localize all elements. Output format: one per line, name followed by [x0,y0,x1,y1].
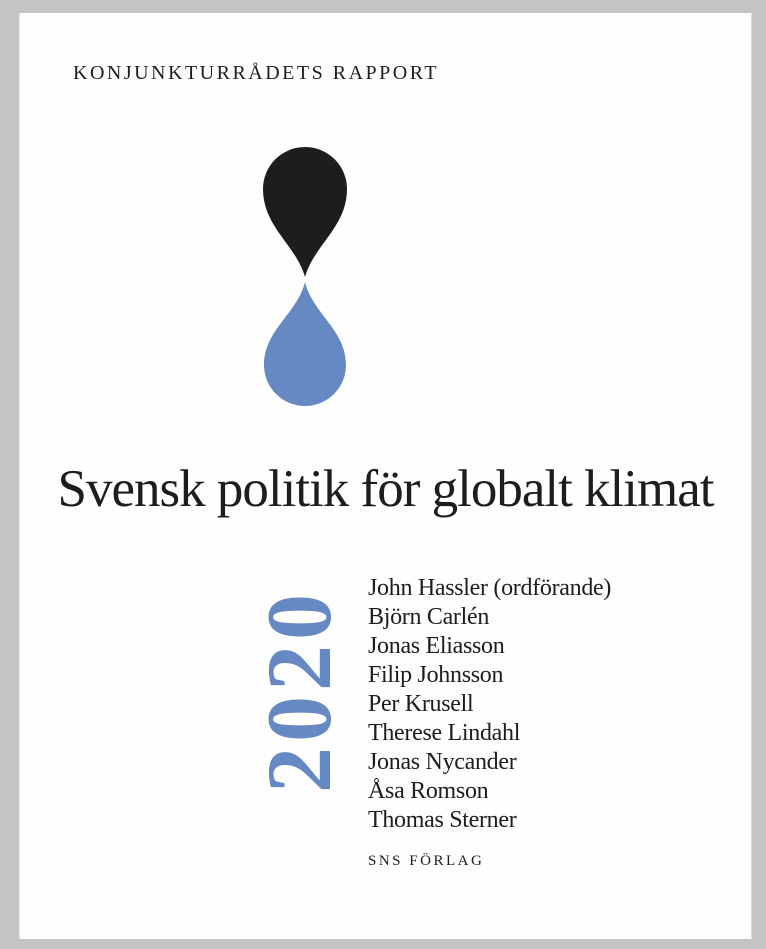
drop-hourglass-logo [260,143,350,419]
author-name: Filip Johnsson [368,662,504,688]
black-drop-icon [263,147,347,277]
author-name: Thomas Sterner [368,807,517,833]
book-title: Svensk politik för globalt klimat [57,460,714,518]
series-kicker: KONJUNKTURRÅDETS RAPPORT [73,62,440,84]
author-name: Jonas Nycander [368,749,517,775]
author-name: John Hassler (ordförande) [368,575,612,601]
author-name: Jonas Eliasson [368,633,505,659]
author-name: Per Krusell [368,691,474,717]
blue-drop-icon [264,282,346,406]
publisher-label: SNS FÖRLAG [368,853,485,869]
year-block [248,573,350,793]
author-name: Therese Lindahl [368,720,521,746]
author-name: Björn Carlén [368,604,490,630]
book-cover-page [20,13,751,939]
author-list [368,574,611,835]
author-name: Åsa Romson [368,778,489,804]
year-label: 2020 [248,589,350,793]
